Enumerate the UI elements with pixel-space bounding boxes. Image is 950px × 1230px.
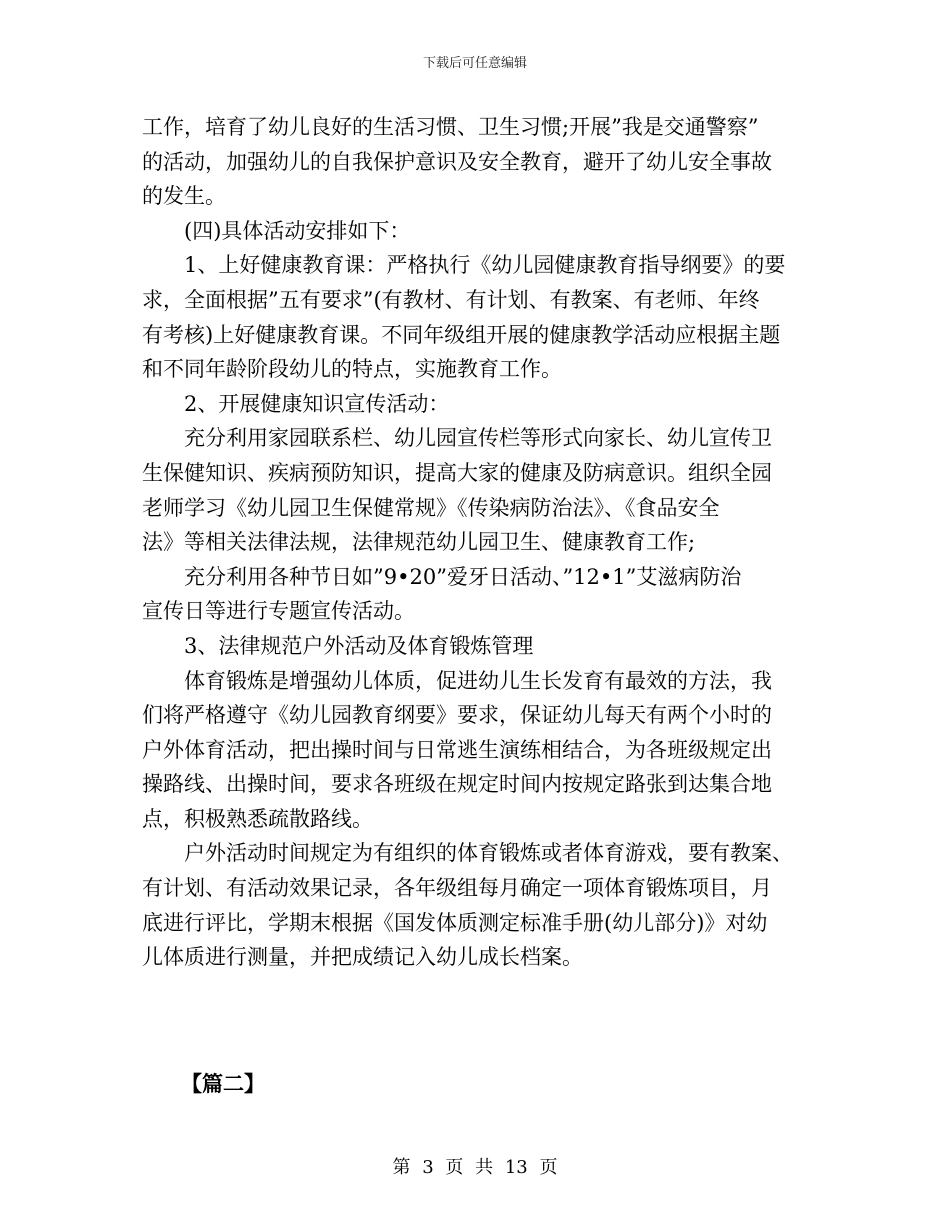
text-line: 老师学习《幼儿园卫生保健常规》《传染病防治法》、《食品安全 bbox=[142, 495, 720, 520]
text-line: 体育锻炼是增强幼儿体质，促进幼儿生长发育有最效的方法，我 bbox=[184, 668, 772, 693]
section-heading: 【篇二】 bbox=[181, 1072, 265, 1096]
text-line: 底进行评比，学期末根据《国发体质测定标准手册(幼儿部分)》对幼 bbox=[142, 910, 768, 935]
text-line: 法》等相关法律法规，法律规范幼儿园卫生、健康教育工作; bbox=[142, 530, 696, 555]
page-header: 下载后可任意编辑 bbox=[422, 56, 527, 71]
text-line: 工作，培育了幼儿良好的生活习惯、卫生习惯;开展”我是交通警察” bbox=[142, 115, 759, 139]
text-line: 生保健知识、疾病预防知识，提高大家的健康及防病意识。组织全园 bbox=[142, 460, 772, 485]
text-line: (四)具体活动安排如下： bbox=[184, 218, 411, 243]
text-line: 有计划、有活动效果记录，各年级组每月确定一项体育锻炼项目，月 bbox=[142, 876, 772, 901]
text-line: 3、法律规范户外活动及体育锻炼管理 bbox=[184, 633, 534, 658]
text-line: 的活动，加强幼儿的自我保护意识及安全教育，避开了幼儿安全事故 bbox=[142, 149, 772, 174]
text-line: 求，全面根据”五有要求”(有教材、有计划、有教案、有老师、年终 bbox=[142, 287, 760, 312]
text-line: 2、开展健康知识宣传活动： bbox=[184, 391, 450, 416]
text-line: 宣传日等进行专题宣传活动。 bbox=[142, 599, 415, 624]
text-line: 有考核)上好健康教育课。不同年级组开展的健康教学活动应根据主题 bbox=[142, 322, 781, 347]
page-footer: 第 3 页 共 13 页 bbox=[392, 1157, 558, 1178]
text-line: 操路线、出操时间，要求各班级在规定时间内按规定路张到达集合地 bbox=[142, 772, 772, 797]
document-body bbox=[142, 110, 810, 975]
text-line: 的发生。 bbox=[142, 184, 226, 209]
text-line: 户外活动时间规定为有组织的体育锻炼或者体育游戏，要有教案、 bbox=[184, 841, 793, 866]
text-line: 户外体育活动，把出操时间与日常逃生演练相结合，为各班级规定出 bbox=[142, 737, 772, 762]
text-line: 们将严格遵守《幼儿园教育纲要》要求，保证幼儿每天有两个小时的 bbox=[142, 703, 772, 728]
text-line: 1、上好健康教育课：严格执行《幼儿园健康教育指导纲要》的要 bbox=[184, 253, 786, 278]
text-line: 点，积极熟悉疏散路线。 bbox=[142, 806, 373, 831]
text-line: 充分利用各种节日如”9•20”爱牙日活动、”12•1”艾滋病防治 bbox=[184, 564, 742, 589]
text-line: 充分利用家园联系栏、幼儿园宣传栏等形式向家长、幼儿宣传卫 bbox=[184, 426, 772, 451]
text-line: 儿体质进行测量，并把成绩记入幼儿成长档案。 bbox=[142, 945, 583, 970]
text-line: 和不同年龄阶段幼儿的特点，实施教育工作。 bbox=[142, 357, 562, 382]
